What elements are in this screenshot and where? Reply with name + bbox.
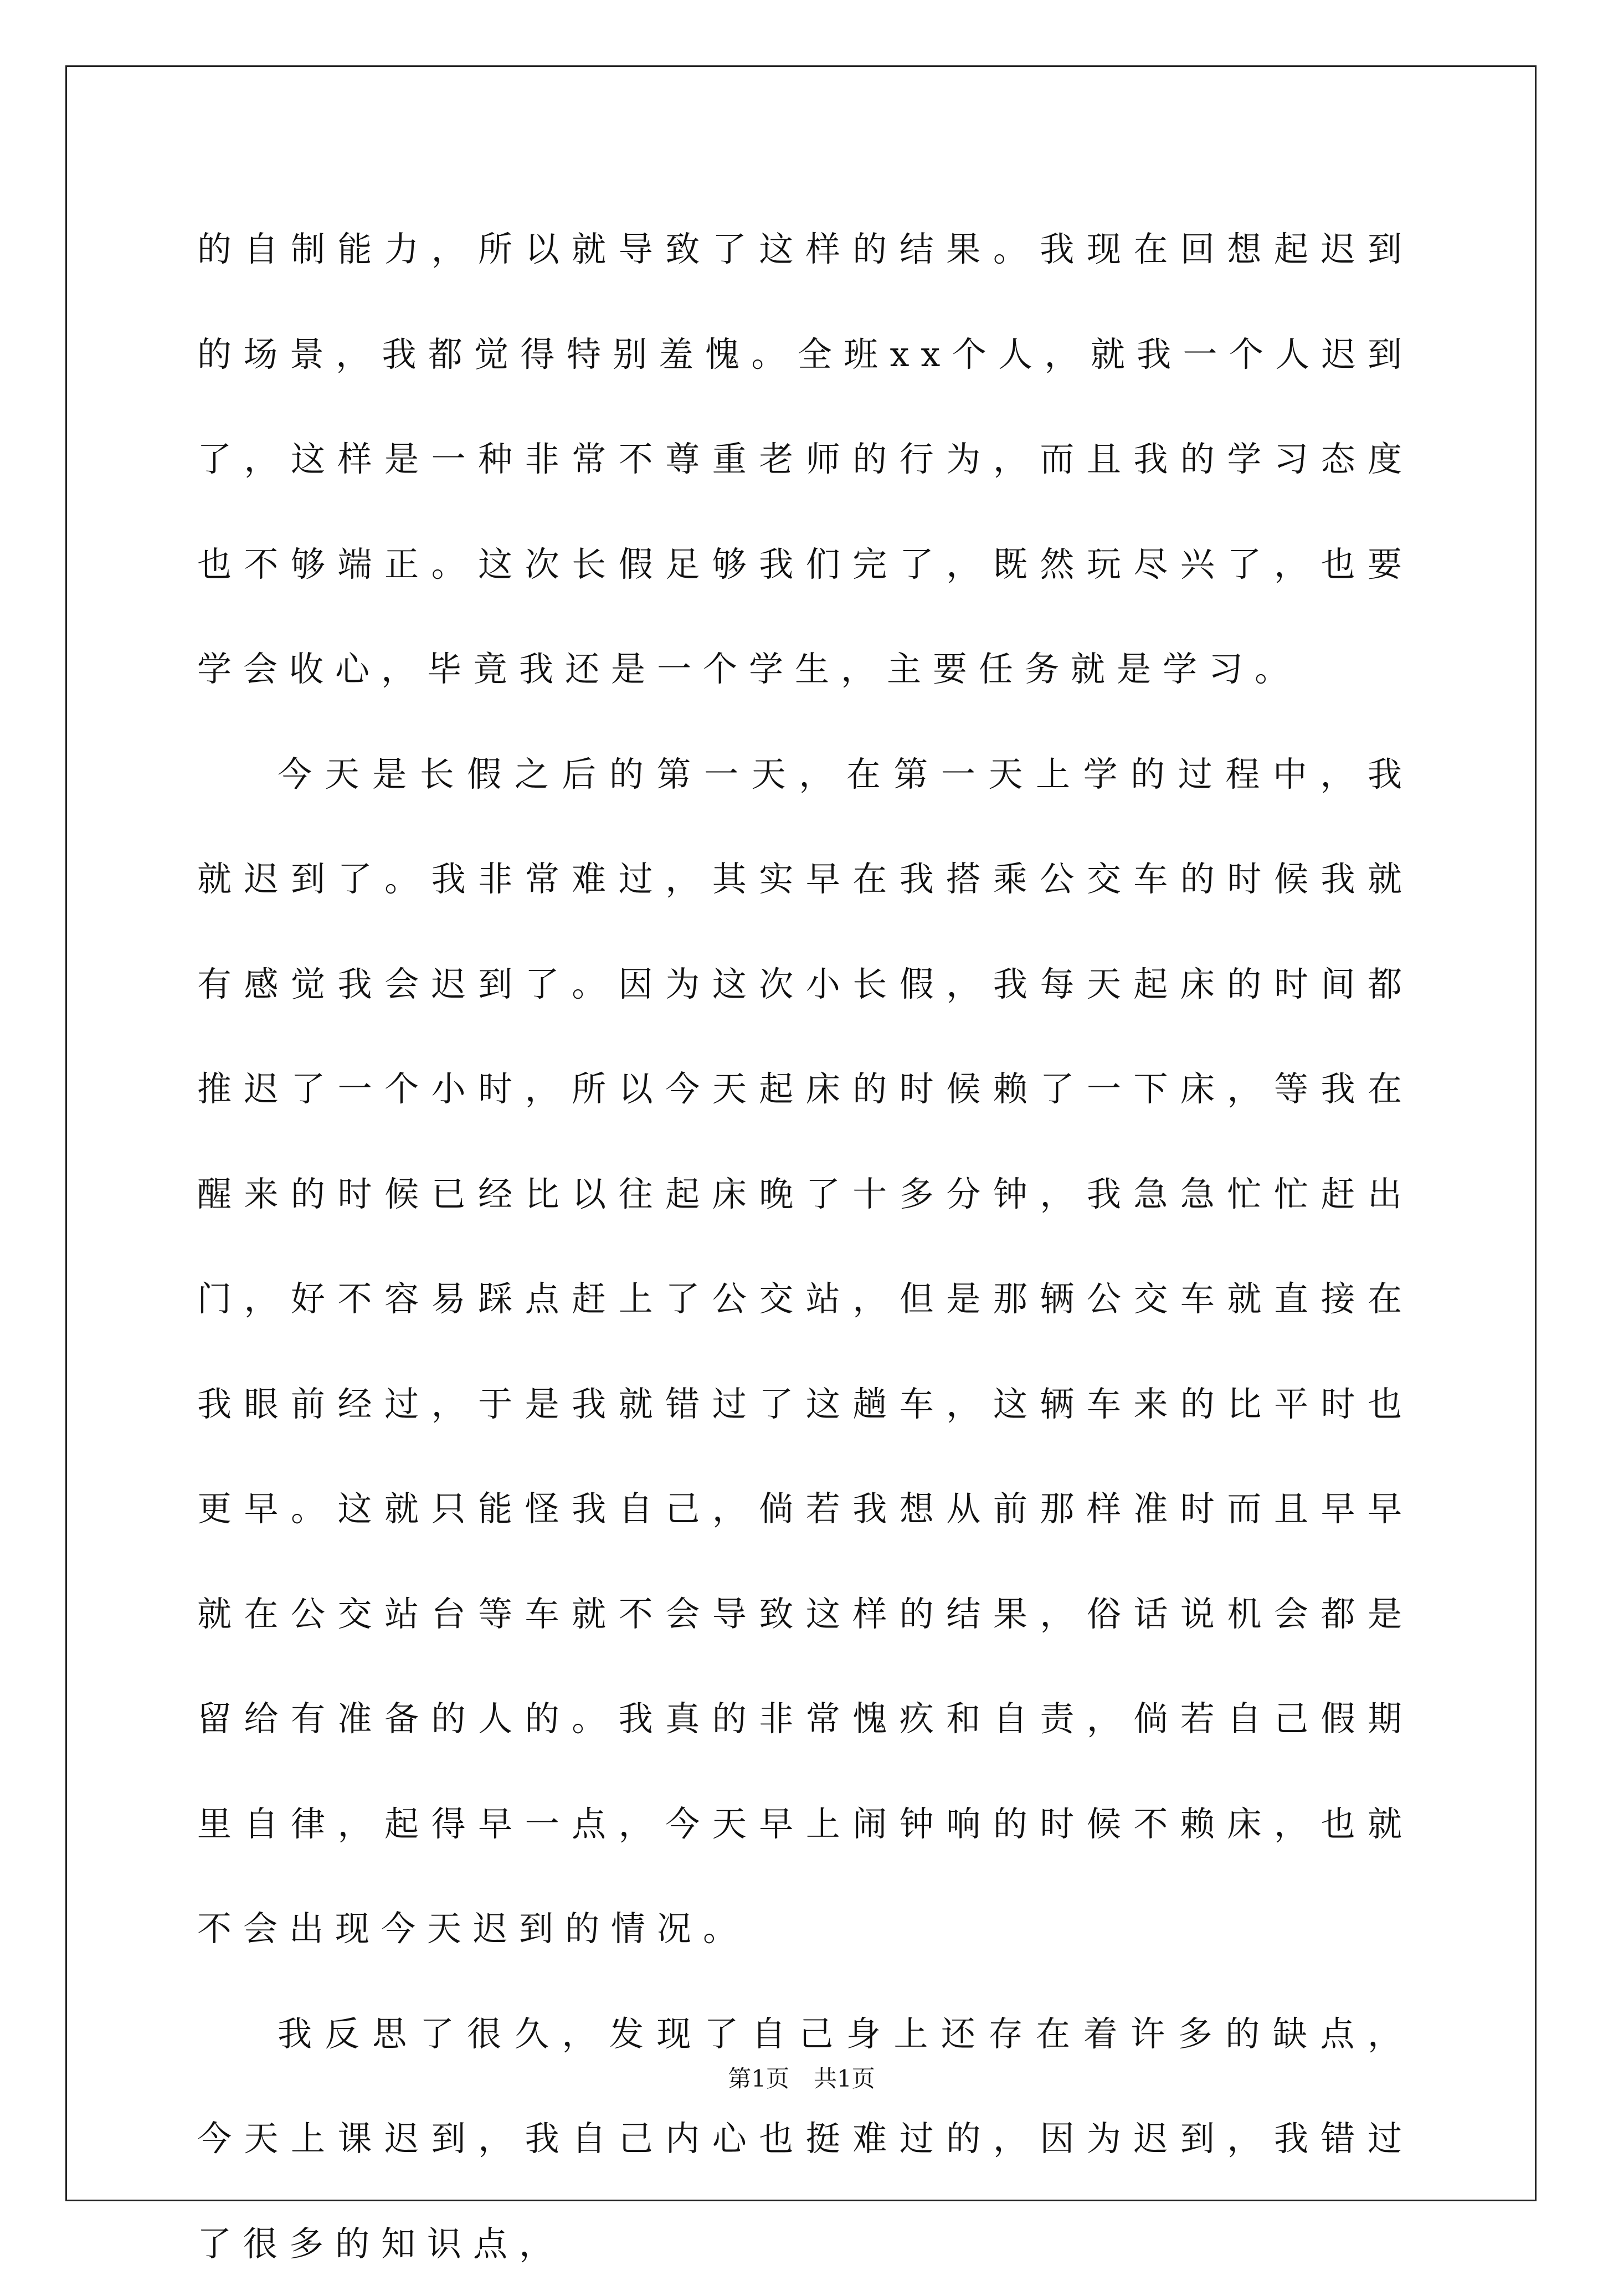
total-pages: 共1页 [814,2062,875,2095]
page-footer [0,2062,1603,2095]
paragraph-3: 我反思了很久，发现了自己身上还存在着许多的缺点，今天上课迟到，我自己内心也挺难过的，因为迟到，我错过了很多的知识点， [197,1981,1414,2296]
paragraph-2: 今天是长假之后的第一天，在第一天上学的过程中，我就迟到了。我非常难过，其实早在我搭乘公交车的时候我就有感觉我会迟到了。因为这次小长假，我每天起床的时间都推迟了一个小时，所以今天起床的时候赖了一下床，等我在醒来的时候已经比以往起床晚了十多分钟，我急急忙忙赶出门，好不容易踩点赶上了公交站，但是那辆公交车就直接在我眼前经过，于是我就错过了这趟车，这辆车来的比平时也更早。这就只能怪我自己，倘若我想从前那样准时而且早早就在公交站台等车就不会导致这样的结果，俗话说机会都是留给有准备的人的。我真的非常愧疚和自责，倘若自己假期里自律，起得早一点，今天早上闹钟响的时候不赖床，也就不会出现今天迟到的情况。 [197,722,1414,1981]
paragraph-1: 的自制能力，所以就导致了这样的结果。我现在回想起迟到的场景，我都觉得特别羞愧。全班xx个人，就我一个人迟到了，这样是一种非常不尊重老师的行为，而且我的学习态度也不够端正。这次长假足够我们完了，既然玩尽兴了，也要学会收心，毕竟我还是一个学生，主要任务就是学习。 [197,197,1414,722]
page-number: 第1页 [728,2062,789,2095]
document-body [197,197,1414,2296]
